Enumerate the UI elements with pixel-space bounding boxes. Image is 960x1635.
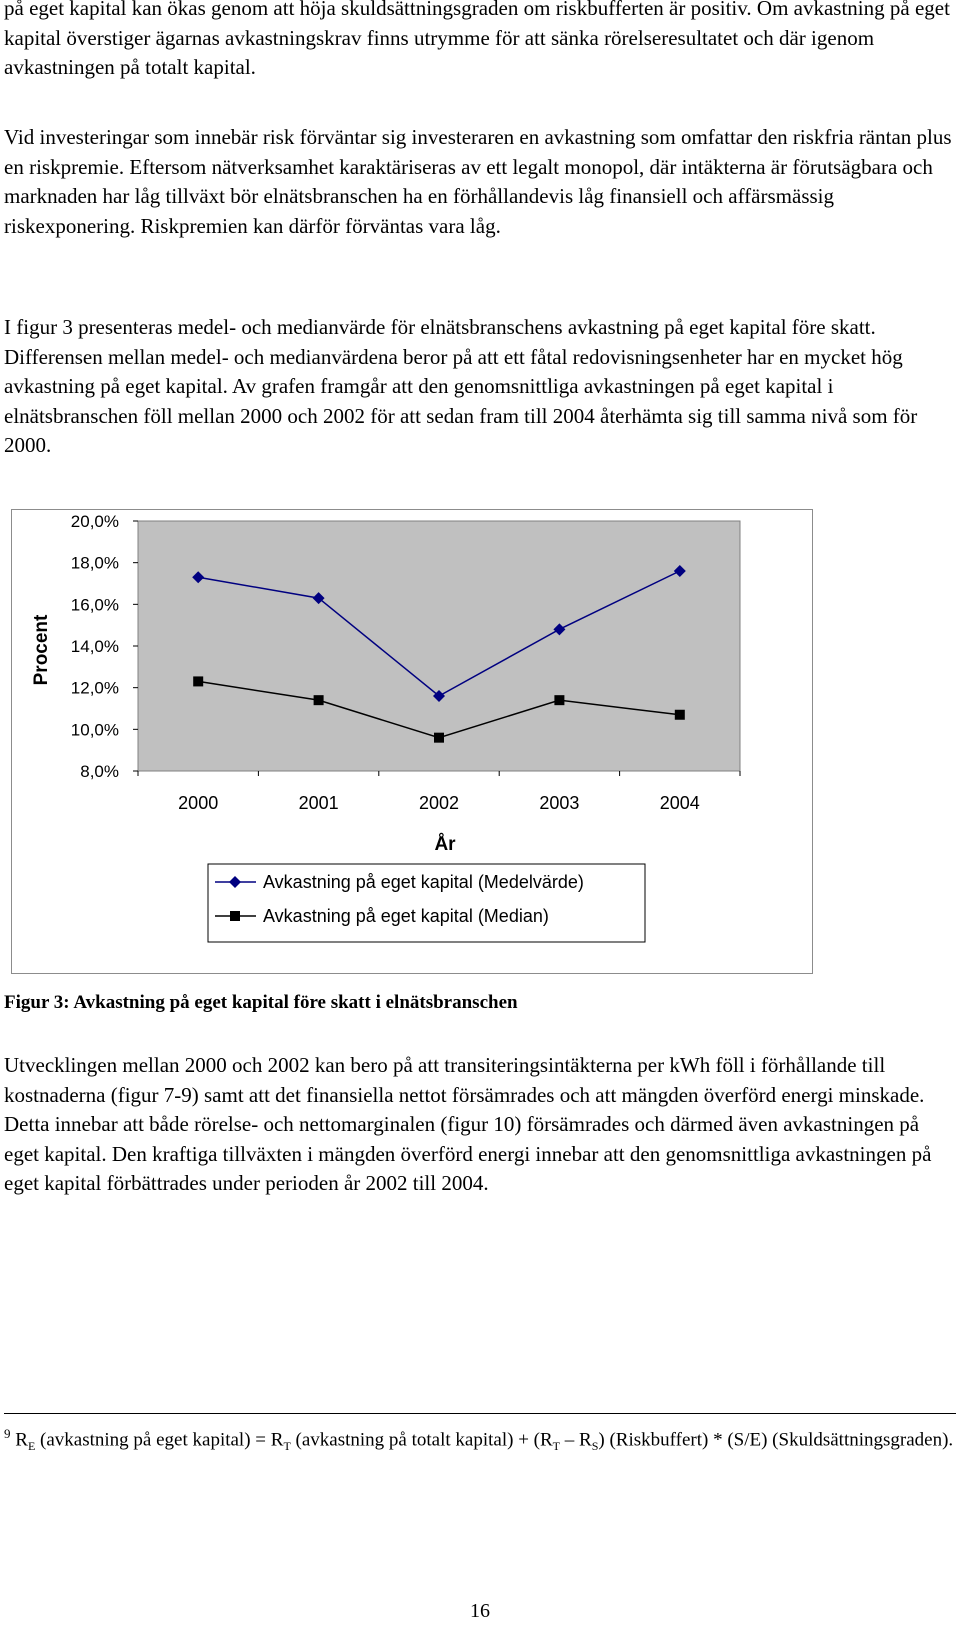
- fn-rt-label: R: [270, 1429, 284, 1451]
- y-tick-label: 14,0%: [70, 637, 119, 656]
- fn-re-label: R: [15, 1429, 28, 1451]
- y-tick-label: 10,0%: [70, 720, 119, 740]
- y-tick-label: 20,0%: [70, 512, 119, 531]
- x-tick-label: 2002: [418, 793, 460, 813]
- legend-marker-2: [230, 911, 240, 921]
- paragraph-2: Vid investeringar som innebär risk förväntar sig investeraren en avkastning som omfattar den riskfria räntan plus en riskpremie. Eftersom nätverksamhet karaktäriseras av ett legalt monopol, där intäkterna är förutsägbara och marknaden har låg tillväxt bör elnätsbranschen ha en förhållandevis låg finansiell och affärsmässig riskexponering. Riskpremien kan därför förväntas vara låg.: [4, 125, 952, 238]
- fn-dash: –: [560, 1429, 580, 1451]
- footnote-divider: [4, 1413, 956, 1414]
- data-point-series-2: [314, 695, 324, 705]
- x-tick-label: 2003: [539, 793, 580, 813]
- fn-rest: ) (Riskbuffert) * (S/E) (Skuldsättningsgraden).: [598, 1429, 954, 1451]
- data-point-series-2: [434, 733, 444, 743]
- data-point-series-2: [675, 710, 685, 720]
- legend-label-1: Avkastning på eget kapital (Medelvärde): [263, 872, 584, 892]
- paragraph-3: I figur 3 presenteras medel- och medianvärde för elnätsbranschens avkastning på eget kapital före skatt. Differensen mellan medel- och medianvärdena beror på att ett fåtal redovisningsenheter har en mycket hög avkastning på eget kapital. Av grafen framgår att den genomsnittliga avkastningen på eget kapital i elnätsbranschen föll mellan 2000 och 2002 för att sedan fram till 2004 återhämta sig till samma nivå som för 2000.: [4, 315, 918, 457]
- footnote-number: 9: [4, 1426, 11, 1441]
- footnote: [4, 1420, 956, 1460]
- fn-re-sub: E: [27, 1439, 36, 1454]
- y-tick-label: 8,0%: [80, 762, 119, 781]
- y-tick-label: 12,0%: [70, 678, 119, 698]
- fn-rt-desc: (avkastning på totalt kapital) + (: [290, 1429, 540, 1451]
- chart-svg: [12, 510, 812, 973]
- fn-rs-label: R: [579, 1429, 592, 1451]
- fn-rt2-sub: T: [552, 1439, 561, 1454]
- y-axis-title: Procent: [31, 614, 52, 686]
- data-point-series-2: [554, 695, 564, 705]
- x-axis-title: År: [434, 834, 456, 855]
- data-point-series-2: [193, 676, 203, 686]
- x-tick-label: 2000: [178, 793, 219, 813]
- y-tick-label: 16,0%: [70, 595, 119, 615]
- chart-container: [11, 509, 813, 974]
- page-number: 16: [470, 1600, 490, 1622]
- paragraph-1: på eget kapital kan ökas genom att höja skuldsättningsgraden om riskbufferten är positiv. Om avkastning på eget kapital överstiger ägarnas avkastningskrav finns utrymme för att sänka rörelseresultatet och där igenom avkastningen på totalt kapital.: [4, 0, 950, 79]
- fn-rt-sub: T: [283, 1439, 291, 1454]
- x-tick-label: 2004: [659, 793, 700, 813]
- fn-rt2-label: R: [539, 1429, 553, 1451]
- y-tick-label: 18,0%: [70, 553, 119, 573]
- fn-re-desc: (avkastning på eget kapital) =: [35, 1429, 271, 1451]
- legend-label-2: Avkastning på eget kapital (Median): [263, 906, 549, 926]
- figure-caption: Figur 3: Avkastning på eget kapital före skatt i elnätsbranschen: [4, 992, 518, 1013]
- fn-rs-sub: S: [591, 1439, 599, 1454]
- paragraph-4: Utvecklingen mellan 2000 och 2002 kan bero på att transiteringsintäkterna per kWh föll i förhållande till kostnaderna (figur 7-9) samt att det finansiella nettot försämrades och att mängden överförd energi minskade. Detta innebar att både rörelse- och nettomarginalen (figur 10) försämrades och därmed även avkastningen på eget kapital. Den kraftiga tillväxten i mängden överförd energi innebar att den genomsnittliga avkastningen på eget kapital förbättrades under perioden år 2002 till 2004.: [4, 1053, 932, 1195]
- x-tick-label: 2001: [298, 793, 339, 813]
